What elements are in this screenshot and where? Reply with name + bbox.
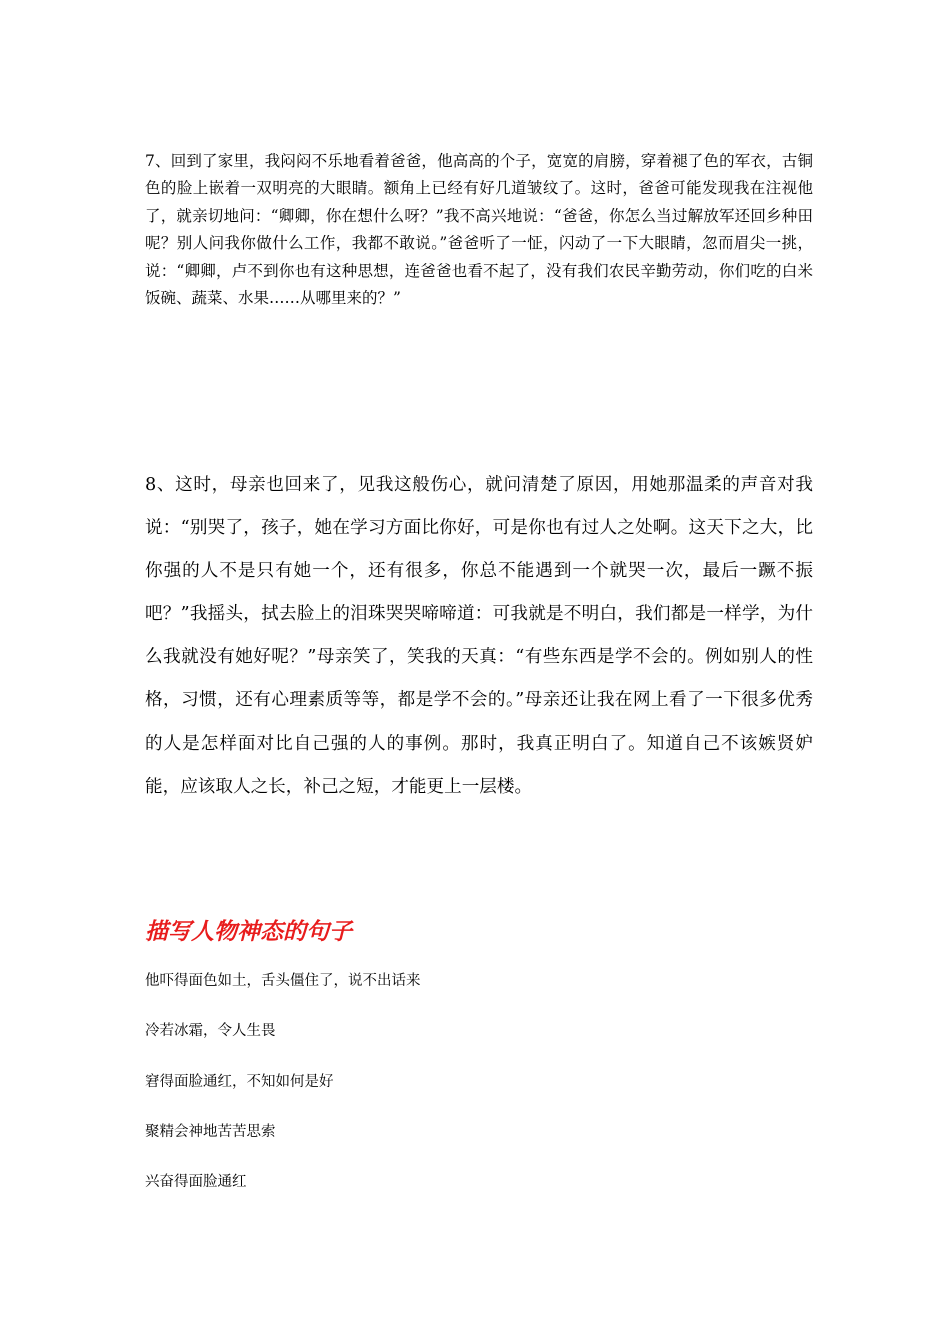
paragraph-7: 7、回到了家里，我闷闷不乐地看着爸爸，他高高的个子，宽宽的肩膀，穿着褪了色的军衣，古铜色的脸上嵌着一双明亮的大眼睛。额角上已经有好几道皱纹了。这时，爸爸可能发现我在注视他了，就亲切地问：“卿卿，你在想什么呀？”我不高兴地说：“爸爸，你怎么当过解放军还回乡种田呢？别人问我你做什么工作，我都不敢说。”爸爸听了一怔，闪动了一下大眼睛，忽而眉尖一挑，说：“卿卿，卢不到你也有这种思想，连爸爸也看不起了，没有我们农民辛勤劳动，你们吃的白米饭碗、蔬菜、水果……从哪里来的？” xyxy=(145,152,813,308)
phrase-item: 兴奋得面脸通红 xyxy=(145,1174,247,1190)
phrase-item: 聚精会神地苦苦思索 xyxy=(145,1124,276,1140)
paragraph-8: 8、这时，母亲也回来了，见我这般伤心，就问清楚了原因，用她那温柔的声音对我说：“别哭了，孩子，她在学习方面比你好，可是你也有过人之处啊。这天下之大，比你强的人不是只有她一个，还有很多，你总不能遇到一个就哭一次，最后一蹶不振吧？”我摇头，拭去脸上的泪珠哭哭啼啼道：可我就是不明白，我们都是一样学，为什么我就没有她好呢？”母亲笑了，笑我的天真：“有些东西是学不会的。例如别人的性格，习惯，还有心理素质等等，都是学不会的。”母亲还让我在网上看了一下很多优秀的人是怎样面对比自己强的人的事例。那时，我真正明白了。知道自己不该嫉贤妒能，应该取人之长，补己之短，才能更上一层楼。 xyxy=(145,475,813,797)
section-heading: 描写人物神态的句子 xyxy=(145,918,352,945)
phrase-item: 他吓得面色如土，舌头僵住了，说不出话来 xyxy=(145,973,421,989)
phrase-item: 冷若冰霜，令人生畏 xyxy=(145,1023,276,1039)
phrase-item: 窘得面脸通红，不知如何是好 xyxy=(145,1074,334,1090)
